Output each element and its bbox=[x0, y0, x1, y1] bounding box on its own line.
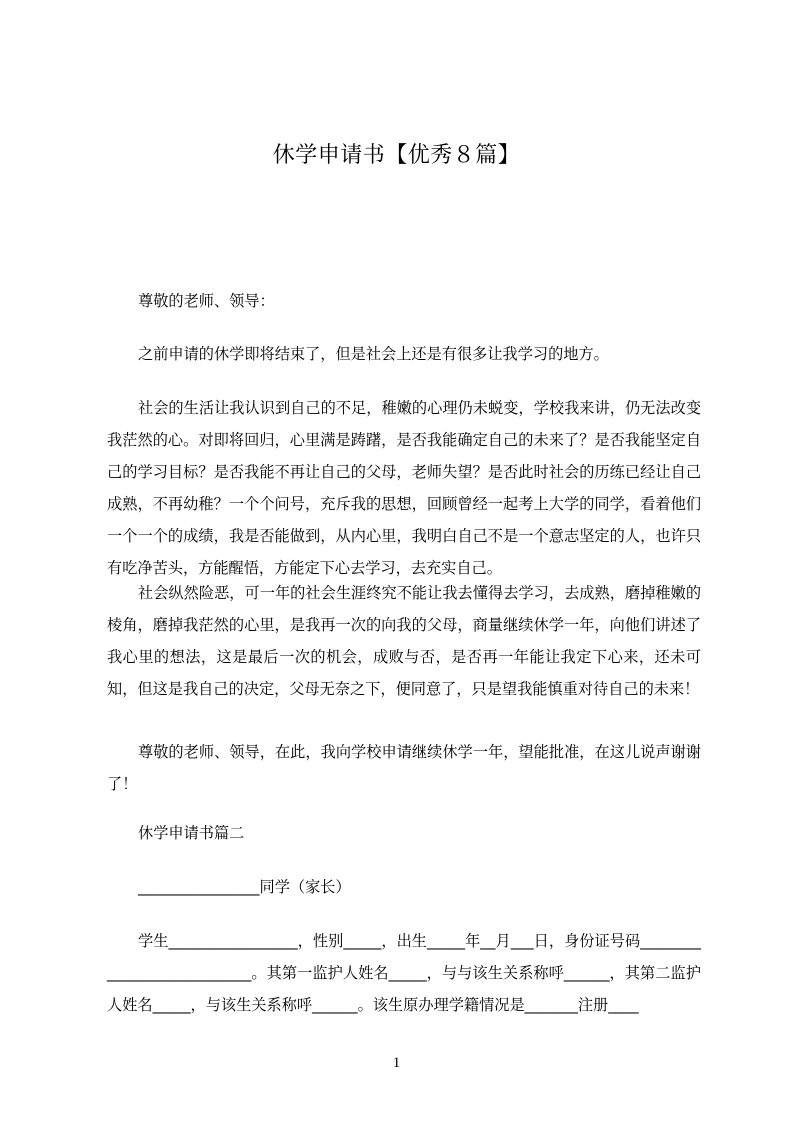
paragraph-1: 之前申请的休学即将结束了，但是社会上还是有很多让我学习的地方。 bbox=[138, 345, 609, 363]
paragraph-4: 尊敬的老师、领导，在此，我向学校申请继续休学一年，望能批准，在这儿说声谢谢了！ bbox=[107, 743, 701, 793]
document-title: 休学申请书【优秀８篇】 bbox=[272, 143, 521, 168]
paragraph-2: 社会的生活让我认识到自己的不足，稚嫩的心理仍未蜕变，学校我来讲，仍无法改变我茫然的心。对即将回归，心里满是踌躇，是否我能确定自己的未来了？是否我能坚定自己的学习目标？是否我能不再让自己的父母，老师失望？是否此时社会的历练已经让自己成熟，不再幼稚？一个个问号，充斥我的思想，回顾曾经一起考上大学的同学，看着他们一个一个的成绩，我是否能做到，从内心里，我明白自己不是一个意志坚定的人，也许只有吃净苦头，方能醒悟，方能定下心去学习，去充实自己。 bbox=[107, 399, 701, 577]
section-heading-part-two: 休学申请书篇二 bbox=[138, 824, 245, 842]
student-info-paragraph: 学生_________________，性别_____，出生_____年__月___日，身份证号码___________________________。其第一监护人姓名_____，与与该生关系称呼______，其第二监护人姓名_____，与该生关系称呼______。该生原办理学籍情况是_______注册____ bbox=[107, 932, 701, 1014]
paragraph-3: 社会纵然险恶，可一年的社会生涯终究不能让我去懂得去学习，去成熟，磨掉稚嫩的棱角，磨掉我茫然的心里，是我再一次的向我的父母，商量继续休学一年，向他们讲述了我心里的想法，这是最后一次的机会，成败与否，是否再一年能让我定下心来，还未可知，但这是我自己的决定，父母无奈之下，便同意了，只是望我能慎重对待自己的未来！ bbox=[107, 584, 701, 698]
page-number: 1 bbox=[392, 1055, 401, 1071]
salutation: 尊敬的老师、领导： bbox=[138, 292, 275, 310]
addressee-line: ________________同学（家长） bbox=[138, 878, 351, 896]
